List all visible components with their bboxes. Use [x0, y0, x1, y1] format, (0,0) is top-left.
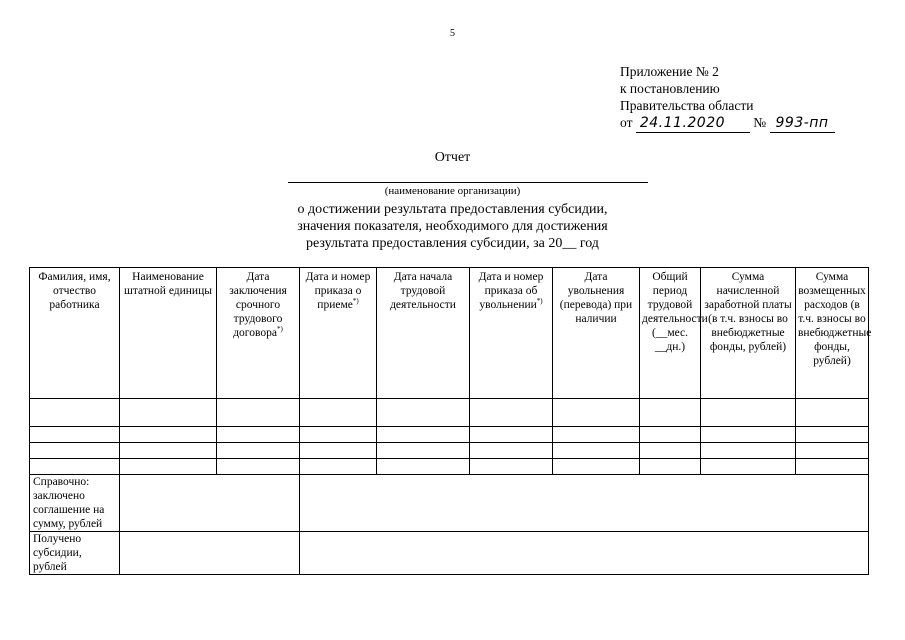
table-cell[interactable]: [640, 399, 701, 427]
table-cell[interactable]: [120, 399, 217, 427]
table-cell[interactable]: [701, 443, 796, 459]
table-cell[interactable]: [701, 399, 796, 427]
handwritten-date: 24.11.2020: [636, 115, 750, 133]
summary-label-agreement: Справочно: заключено соглашение на сумму, рублей: [30, 475, 120, 532]
table-cell[interactable]: [217, 443, 300, 459]
summary-label-received: Получено субсидии, рублей: [30, 532, 120, 575]
appendix-date-line: [620, 114, 835, 133]
table-cell[interactable]: [640, 427, 701, 443]
table-cell[interactable]: [120, 459, 217, 475]
table-cell[interactable]: [701, 459, 796, 475]
table-cell[interactable]: [30, 427, 120, 443]
table-cell[interactable]: [120, 443, 217, 459]
table-row: [30, 399, 869, 427]
table-cell[interactable]: [470, 459, 553, 475]
table-row: [30, 427, 869, 443]
summary-value-received[interactable]: [120, 532, 300, 575]
table-cell[interactable]: [553, 399, 640, 427]
table-cell[interactable]: [120, 427, 217, 443]
table-cell[interactable]: [640, 459, 701, 475]
table-cell[interactable]: [300, 443, 377, 459]
table-cell[interactable]: [30, 399, 120, 427]
date-prefix: от: [620, 115, 633, 130]
table-cell[interactable]: [553, 427, 640, 443]
header-work-start: Дата начала трудовой деятельности: [377, 268, 470, 399]
table-cell[interactable]: [640, 443, 701, 459]
organization-caption: (наименование организации): [384, 185, 521, 197]
header-contract-date: Дата заключения срочного трудового договора*): [217, 268, 300, 399]
appendix-block: [620, 63, 835, 133]
report-table: [29, 267, 872, 575]
appendix-line-2: к постановлению: [620, 81, 720, 96]
table-cell[interactable]: [217, 399, 300, 427]
summary-empty-cell: [300, 532, 869, 575]
subtitle-line-2: значения показателя, необходимого для достижения: [297, 219, 608, 234]
report-subtitle: [0, 201, 905, 252]
header-dismissal-order: Дата и номер приказа об увольнении*): [470, 268, 553, 399]
summary-row-received: [30, 532, 869, 575]
summary-row-agreement: [30, 475, 869, 532]
header-dismissal-date: Дата увольнения (перевода) при наличии: [553, 268, 640, 399]
summary-value-agreement[interactable]: [120, 475, 300, 532]
table-cell[interactable]: [796, 459, 869, 475]
table-cell[interactable]: [470, 399, 553, 427]
table-cell[interactable]: [377, 399, 470, 427]
header-position: Наименование штатной единицы: [120, 268, 217, 399]
table-header-row: [30, 268, 869, 399]
table-cell[interactable]: [30, 459, 120, 475]
table-cell[interactable]: [553, 443, 640, 459]
header-work-period: Общий период трудовой деятельности (__мес. __дн.): [640, 268, 701, 399]
table-cell[interactable]: [30, 443, 120, 459]
page-number: 5: [450, 28, 455, 39]
table-cell[interactable]: [300, 399, 377, 427]
table-cell[interactable]: [300, 459, 377, 475]
table-cell[interactable]: [701, 427, 796, 443]
header-reimbursed-sum: Сумма возмещенных расходов (в т.ч. взносы во внебюджетные фонды, рублей): [796, 268, 869, 399]
header-full-name: Фамилия, имя, отчество работника: [30, 268, 120, 399]
table-cell[interactable]: [553, 459, 640, 475]
handwritten-number: 993-пп: [770, 115, 835, 133]
table-cell[interactable]: [470, 427, 553, 443]
appendix-line-3: Правительства области: [620, 98, 754, 113]
table-cell[interactable]: [470, 443, 553, 459]
footnote-mark: *): [536, 297, 543, 306]
table-cell[interactable]: [300, 427, 377, 443]
organization-name-line: [288, 182, 648, 183]
header-salary-sum: Сумма начисленной заработной платы (в т.ч. взносы во внебюджетные фонды, рублей): [701, 268, 796, 399]
table-cell[interactable]: [377, 443, 470, 459]
table-cell[interactable]: [377, 459, 470, 475]
table-row: [30, 443, 869, 459]
subtitle-line-1: о достижении результата предоставления субсидии,: [297, 202, 608, 217]
header-hiring-order: Дата и номер приказа о приеме*): [300, 268, 377, 399]
table-cell[interactable]: [796, 399, 869, 427]
subtitle-line-3: результата предоставления субсидии, за 20__ год: [306, 236, 599, 251]
table-row: [30, 459, 869, 475]
table-cell[interactable]: [217, 459, 300, 475]
footnote-mark: *): [352, 297, 359, 306]
table-cell[interactable]: [217, 427, 300, 443]
table-cell[interactable]: [796, 443, 869, 459]
footnote-mark: *): [276, 325, 283, 334]
table-cell[interactable]: [796, 427, 869, 443]
report-title: Отчет: [434, 150, 471, 165]
table-cell[interactable]: [377, 427, 470, 443]
summary-empty-cell: [300, 475, 869, 532]
number-prefix: №: [753, 115, 767, 130]
appendix-title: Приложение № 2: [620, 64, 719, 79]
